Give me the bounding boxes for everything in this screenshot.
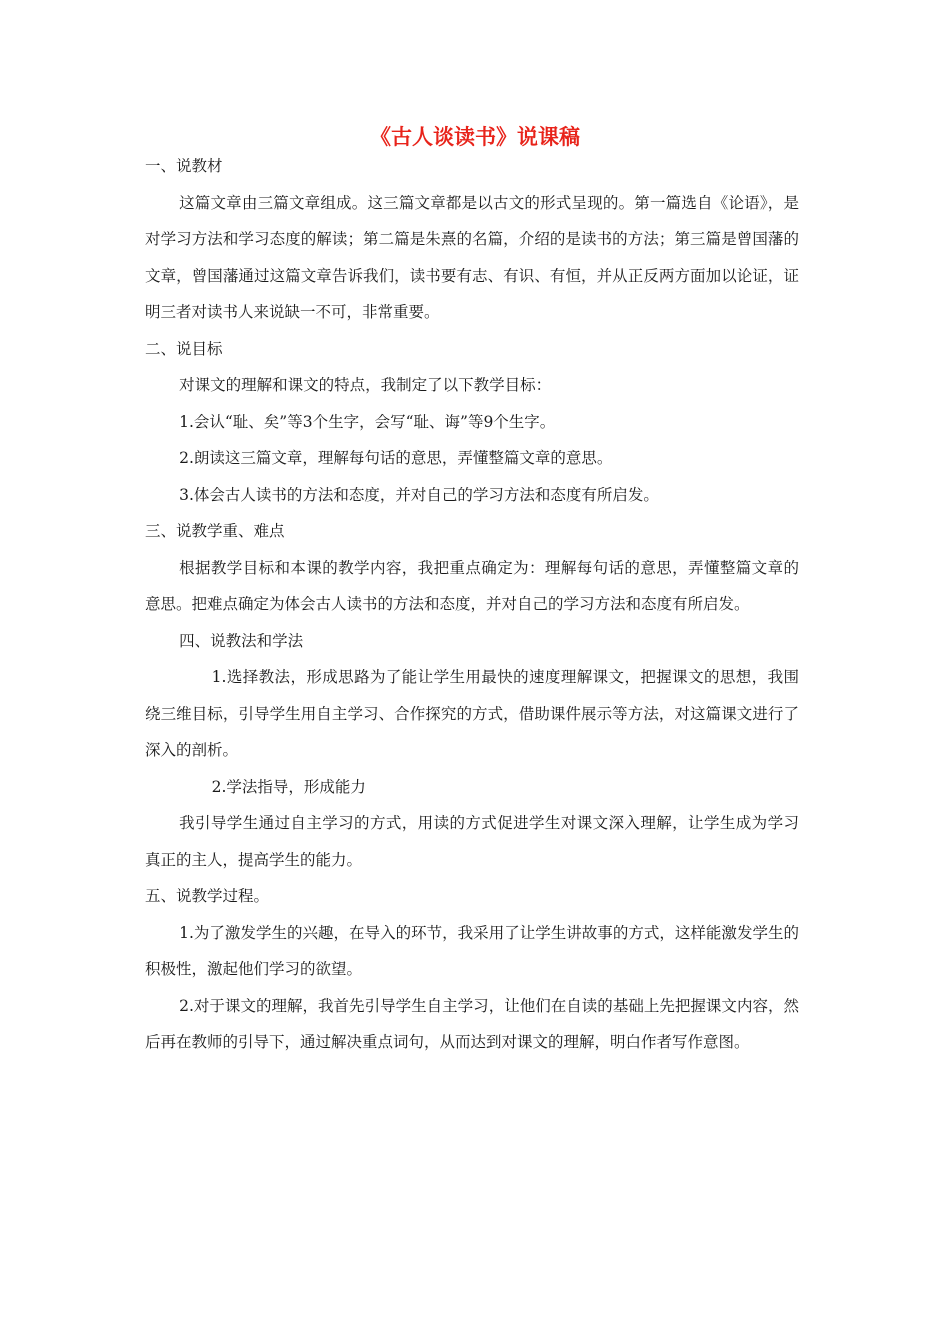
- section-heading-goals: 二、说目标: [145, 339, 223, 358]
- document-body: [145, 148, 799, 1061]
- goal-item-1: 1.会认“耻、矣”等3个生字，会写“耻、诲”等9个生字。: [179, 412, 556, 431]
- goal-item-2: 2.朗读这三篇文章，理解每句话的意思，弄懂整篇文章的意思。: [179, 449, 613, 467]
- paragraph-key-points: 根据教学目标和本课的教学内容，我把重点确定为：理解每句话的意思，弄懂整篇文章的意思。把难点确定为体会古人读书的方法和态度，并对自己的学习方法和态度有所启发。: [145, 558, 799, 613]
- section-heading-process: 五、说教学过程。: [145, 887, 270, 905]
- paragraph-methods: 我引导学生通过自主学习的方式，用读的方式促进学生对课文深入理解，让学生成为学习真正的主人，提高学生的能力。: [145, 814, 799, 869]
- section-heading-methods: 四、说教法和学法: [179, 631, 304, 650]
- section-heading-textbook: 一、说教材: [145, 157, 223, 175]
- paragraph-textbook: 这篇文章由三篇文章组成。这三篇文章都是以古文的形式呈现的。第一篇选自《论语》，是对学习方法和学习态度的解读；第二篇是朱熹的名篇，介绍的是读书的方法；第三篇是曾国藩的文章，曾国藩通过这篇文章告诉我们，读书要有志、有识、有恒，并从正反两方面加以论证，证明三者对读书人来说缺一不可，非常重要。: [145, 193, 799, 321]
- process-item-1: 1.为了激发学生的兴趣，在导入的环节，我采用了让学生讲故事的方式，这样能激发学生的积极性，激起他们学习的欲望。: [145, 923, 799, 978]
- section-heading-key-points: 三、说教学重、难点: [145, 522, 285, 540]
- goal-item-3: 3.体会古人读书的方法和态度，并对自己的学习方法和态度有所启发。: [179, 485, 659, 504]
- paragraph-goals-intro: 对课文的理解和课文的特点，我制定了以下教学目标：: [179, 376, 552, 394]
- document-title: 《古人谈读书》说课稿: [370, 124, 580, 149]
- method-item-2: 2.学法指导，形成能力: [211, 777, 366, 796]
- process-item-2: 2.对于课文的理解，我首先引导学生自主学习，让他们在自读的基础上先把握课文内容，然后再在教师的引导下，通过解决重点词句，从而达到对课文的理解，明白作者写作意图。: [145, 996, 799, 1051]
- method-item-1: 1.选择教法，形成思路为了能让学生用最快的速度理解课文，把握课文的思想，我围绕三维目标，引导学生用自主学习、合作探究的方式，借助课件展示等方法，对这篇课文进行了深入的剖析。: [145, 668, 799, 759]
